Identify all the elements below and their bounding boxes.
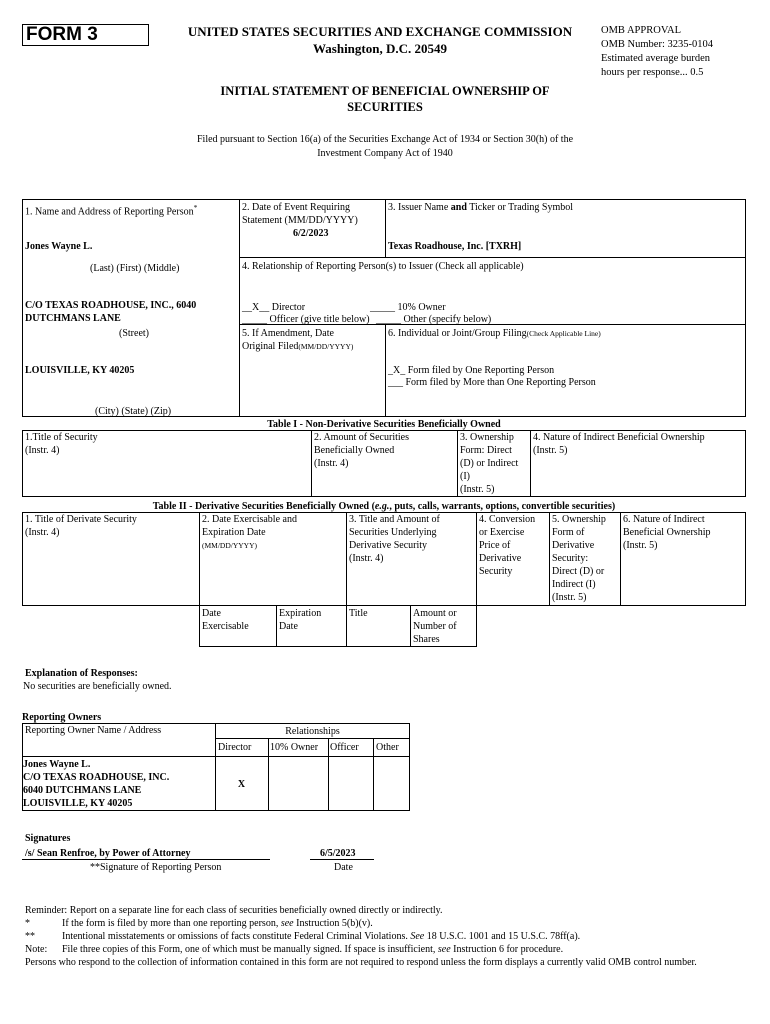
amendment-label bbox=[242, 327, 353, 353]
filed-line: Investment Company Act of 1940 bbox=[317, 148, 453, 159]
omb-line: OMB APPROVAL bbox=[601, 25, 682, 36]
table1-col-nature: 4. Nature of Indirect Beneficial Ownership (Instr. 5) bbox=[533, 432, 705, 456]
street-line-2: DUTCHMANS LANE bbox=[25, 313, 121, 324]
relationship-other: _____ Other (specify below) bbox=[376, 314, 492, 325]
table1-title: Table I - Non-Derivative Securities Beneficially Owned bbox=[267, 419, 501, 430]
table2-col-ownership: 5. Ownership Form of Derivative Security: Direct (D) or Indirect (I) (Instr. 5) bbox=[552, 514, 606, 603]
table2-col-conversion: 4. Conversion or Exercise Price of Derivative Security bbox=[479, 514, 536, 577]
signatures-heading: Signatures bbox=[25, 833, 71, 844]
issuer-label: 3. Issuer Name and Ticker or Trading Symbol bbox=[388, 202, 574, 213]
footer-star2: Intentional misstatements or omissions of facts constitute Federal Criminal Violations. See 18 U.S.C. 1001 and 15 U.S.C. 78ff(a). bbox=[62, 931, 581, 942]
agency-location: Washington, D.C. 20549 bbox=[313, 41, 447, 56]
agency-name: UNITED STATES SECURITIES AND EXCHANGE COMMISSION bbox=[187, 24, 573, 39]
street-line-1: C/O TEXAS ROADHOUSE, INC., 6040 bbox=[25, 300, 197, 311]
owner-name-address: Jones Wayne L. C/O TEXAS ROADHOUSE, INC. 6040 DUTCHMANS LANE LOUISVILLE, KY 40205 bbox=[23, 759, 170, 809]
relationship-label: 4. Relationship of Reporting Person(s) to Issuer (Check all applicable) bbox=[242, 261, 524, 272]
owners-col-officer: Officer bbox=[330, 742, 359, 753]
amendment-label-line: 5. If Amendment, Date bbox=[242, 328, 334, 339]
filing-label: 6. Individual or Joint/Group Filing(Check Applicable Line) bbox=[388, 328, 601, 339]
event-date-label bbox=[242, 201, 358, 227]
city-state-zip: LOUISVILLE, KY 40205 bbox=[25, 365, 135, 376]
filed-pursuant bbox=[150, 133, 620, 161]
sub-amount: Amount or Number of Shares bbox=[413, 608, 457, 645]
sub-expiration: Expiration Date bbox=[279, 608, 322, 632]
form-label: FORM 3 bbox=[22, 24, 149, 46]
signature-date-caption: Date bbox=[334, 862, 353, 873]
form-title-line: SECURITIES bbox=[347, 100, 423, 114]
filed-line: Filed pursuant to Section 16(a) of the Securities Exchange Act of 1934 or Section 30(h) of the bbox=[196, 134, 574, 145]
table2-col-dates: 2. Date Exercisable and Expiration Date (MM/DD/YYYY) bbox=[202, 514, 297, 550]
form-title-line: INITIAL STATEMENT OF BENEFICIAL OWNERSHIP OF bbox=[220, 84, 550, 98]
table1-col-ownership: 3. Ownership Form: Direct (D) or Indirect (I) (Instr. 5) bbox=[460, 432, 519, 495]
table1-col-title: 1.Title of Security (Instr. 4) bbox=[25, 432, 98, 456]
sub-title: Title bbox=[349, 608, 368, 619]
footer-star1: If the form is filed by more than one reporting person, see Instruction 5(b)(v). bbox=[62, 918, 373, 929]
sub-date-exercisable: Date Exercisable bbox=[202, 608, 249, 632]
owners-col-ten-percent: 10% Owner bbox=[270, 742, 319, 753]
amendment-label-line: Original Filed(MM/DD/YYYY) bbox=[242, 341, 354, 352]
footer-reminder: Reminder: Report on a separate line for each class of securities beneficially owned directly or indirectly. bbox=[25, 905, 443, 916]
footer-star2-mark: ** bbox=[25, 931, 35, 942]
omb-line: OMB Number: 3235-0104 bbox=[601, 39, 713, 50]
table1-col-amount: 2. Amount of Securities Beneficially Owned (Instr. 4) bbox=[314, 432, 409, 469]
footer-note: File three copies of this Form, one of which must be manually signed. If space is insufficient, see Instruction 6 for procedure. bbox=[62, 944, 564, 955]
owners-col-relationships: Relationships bbox=[285, 726, 340, 737]
name-sub-caption: (Last) (First) (Middle) bbox=[90, 263, 180, 274]
table2-col-title: 1. Title of Derivate Security (Instr. 4) bbox=[25, 514, 137, 538]
name-address-label: 1. Name and Address of Reporting Person* bbox=[25, 203, 198, 218]
signer-name: /s/ Sean Renfroe, by Power of Attorney bbox=[25, 848, 191, 859]
reporting-owners-heading: Reporting Owners bbox=[22, 712, 102, 723]
table2-col-underlying: 3. Title and Amount of Securities Underlying Derivative Security (Instr. 4) bbox=[349, 514, 440, 564]
footer-star1-mark: * bbox=[25, 918, 30, 929]
owners-col-name: Reporting Owner Name / Address bbox=[25, 725, 162, 736]
explanation-text: No securities are beneficially owned. bbox=[23, 681, 172, 692]
issuer-value: Texas Roadhouse, Inc. [TXRH] bbox=[388, 241, 522, 252]
footer-persons: Persons who respond to the collection of information contained in this form are not required to respond unless the form displays a currently valid OMB control number. bbox=[25, 957, 697, 968]
relationship-director: __X__ Director bbox=[242, 302, 306, 313]
event-date-label-line: 2. Date of Event Requiring bbox=[242, 202, 351, 213]
city-sub-caption: (City) (State) (Zip) bbox=[95, 406, 172, 417]
omb-line: Estimated average burden bbox=[601, 53, 711, 64]
explanation-heading: Explanation of Responses: bbox=[25, 668, 138, 679]
filing-one-person: _X_ Form filed by One Reporting Person bbox=[388, 365, 555, 376]
street-sub-caption: (Street) bbox=[119, 328, 149, 339]
footer-note-mark: Note: bbox=[25, 944, 48, 955]
form-title bbox=[170, 83, 600, 115]
owner-director-mark: X bbox=[237, 779, 246, 790]
signature-date: 6/5/2023 bbox=[320, 848, 356, 859]
reporting-person-name: Jones Wayne L. bbox=[25, 241, 93, 252]
signature-caption: **Signature of Reporting Person bbox=[90, 862, 222, 873]
filing-more-persons: ___ Form filed by More than One Reporting Person bbox=[388, 377, 596, 388]
owners-col-director: Director bbox=[218, 742, 252, 753]
owners-col-other: Other bbox=[376, 742, 399, 753]
relationship-officer: _____ Officer (give title below) bbox=[242, 314, 370, 325]
relationship-ten-percent: _____ 10% Owner bbox=[370, 302, 446, 313]
table2-col-nature: 6. Nature of Indirect Beneficial Ownership (Instr. 5) bbox=[623, 514, 711, 551]
omb-approval bbox=[601, 24, 713, 80]
event-date-label-line: Statement (MM/DD/YYYY) bbox=[242, 215, 358, 226]
omb-line: hours per response... 0.5 bbox=[601, 67, 704, 78]
event-date-value: 6/2/2023 bbox=[293, 228, 329, 239]
table2-title: Table II - Derivative Securities Beneficially Owned (e.g., puts, calls, warrants, options, convertible securities) bbox=[152, 501, 616, 512]
